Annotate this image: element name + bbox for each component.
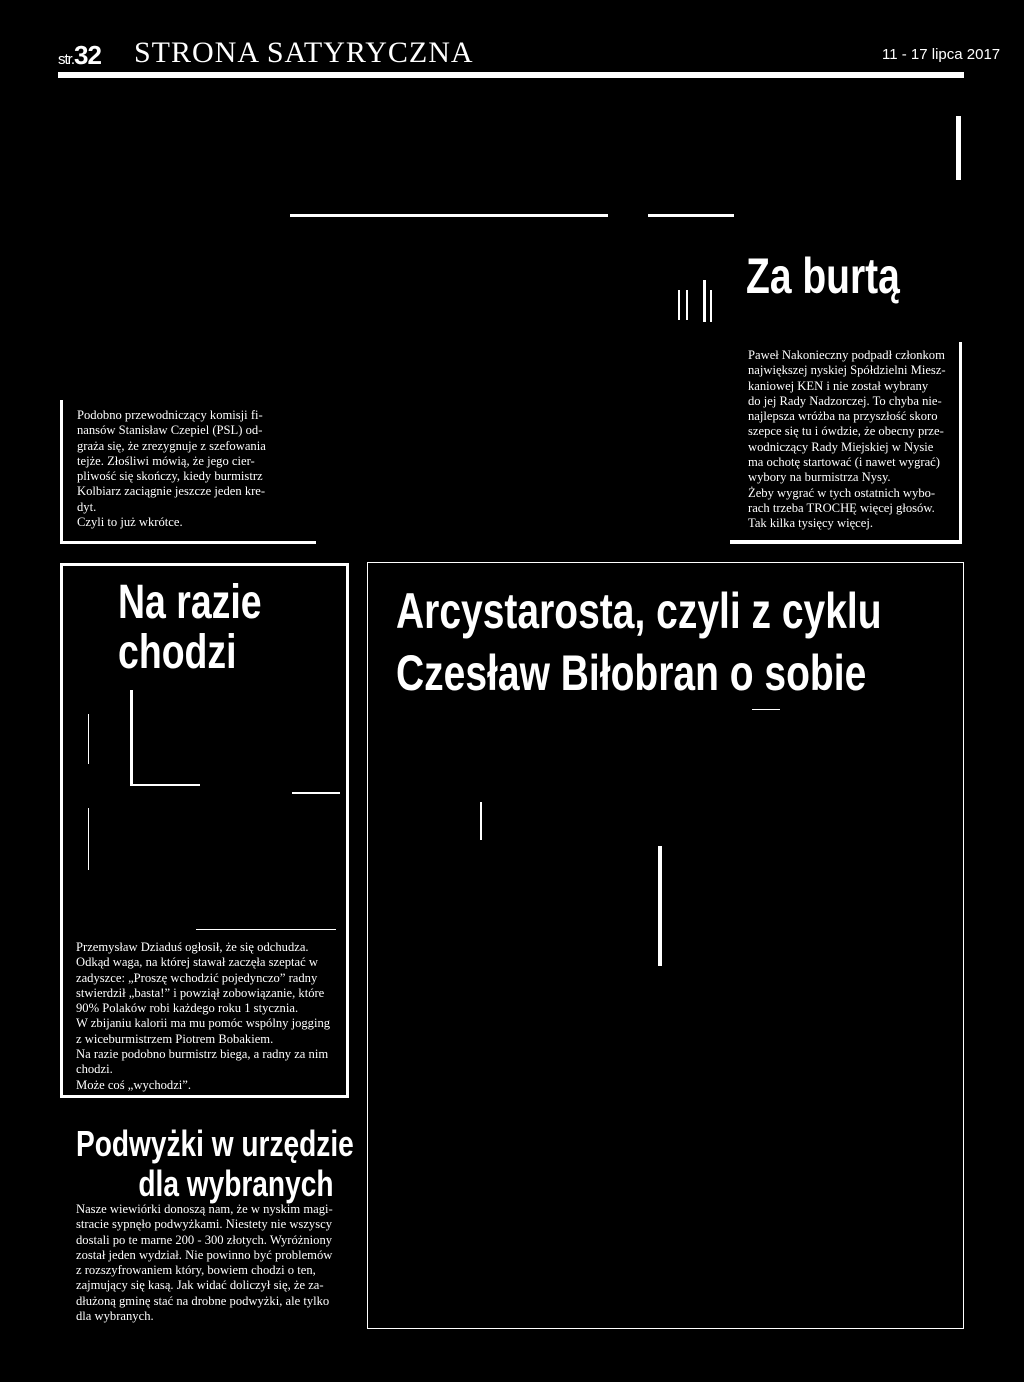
article-podwyzki (76, 1202, 336, 1324)
text-line: Nasze wiewiórki donoszą nam, że w nyskim magi- (76, 1202, 333, 1216)
text-line: najlepsza wróżba na przyszłość skoro (748, 409, 938, 424)
article-title: Za burtą (746, 248, 900, 304)
divider-line (480, 802, 482, 840)
text-line: ma ochotę startować (i nawet wygrać) (748, 455, 940, 470)
page-number (58, 40, 101, 71)
title-line: Podwyżki w urzędzie (76, 1123, 354, 1164)
title-line: chodzi (118, 626, 237, 680)
title-line: Czesław Biłobran o sobie (396, 645, 867, 701)
text-line: Tak kilka tysięcy więcej. (748, 516, 874, 531)
title-line: dla wybranych (138, 1163, 334, 1204)
divider-line (196, 929, 336, 930)
text-line: wodniczący Rady Miejskiej w Nysie (748, 439, 934, 454)
text-line: W zbijaniu kalorii ma mu pomóc wspólny jogging (76, 1016, 331, 1031)
text-line: Żeby wygrać w tych ostatnich wybo- (748, 485, 936, 500)
text-line: pliwość się skończy, kiedy burmistrz (77, 469, 263, 484)
text-line: zadyszce: „Proszę wchodzić pojedynczo” radny (76, 970, 318, 985)
text-line: kaniowej KEN i nie został wybrany (748, 378, 929, 393)
article-title (118, 578, 262, 679)
article-border (60, 400, 63, 544)
text-line: chodzi. (76, 1062, 113, 1077)
text-line: wybory na burmistrza Nysy. (748, 470, 891, 485)
text-line: Odkąd waga, na której stawał zaczęła szeptać w (76, 955, 318, 970)
text-line: do jej Rady Nadzorczej. To chyba nie- (748, 393, 942, 408)
divider-line (88, 808, 89, 870)
text-line: z wiceburmistrzem Piotrem Bobakiem. (76, 1031, 274, 1046)
text-line: z rozszyfrowaniem który, bowiem chodzi o ten, (76, 1263, 316, 1278)
page-prefix: str. (58, 51, 75, 68)
article-na-razie (76, 940, 336, 1093)
article-za-burta (748, 348, 950, 532)
divider-line (703, 280, 706, 322)
divider-line (956, 116, 961, 180)
title-line: Na razie (118, 576, 262, 629)
text-line: dla wybranych. (76, 1309, 154, 1324)
divider-line (648, 214, 734, 217)
text-line: tejże. Złośliwi mówią, że jego cier- (77, 453, 255, 468)
title-line: Arcystarosta, czyli z cyklu (396, 583, 882, 639)
issue-date: 11 - 17 lipca 2017 (882, 46, 1001, 63)
text-line: dłużoną gminę stać na drobne podwyżki, ale tylko (76, 1293, 330, 1308)
divider-line (290, 214, 608, 217)
text-line: zajmujący się kasą. Jak widać doliczył się, że za- (76, 1278, 324, 1293)
text-line: Kolbiarz zaciągnie jeszcze jeden kre- (77, 484, 266, 499)
article-border (959, 342, 962, 544)
text-line: Paweł Nakonieczny podpadł członkom (748, 348, 945, 362)
text-line: szepce się tu i ówdzie, że obecny prze- (748, 424, 944, 439)
text-line: Przemysław Dziaduś ogłosił, że się odchudza. (76, 940, 309, 954)
text-line: największej nyskiej Spółdzielni Miesz- (748, 363, 946, 378)
divider-line (88, 714, 89, 764)
text-line: dostali po te marne 200 - 300 złotych. Wyróżniony (76, 1232, 333, 1247)
divider-line (292, 792, 340, 794)
divider-line (686, 290, 688, 320)
divider-line (658, 846, 662, 966)
header-rule (58, 72, 964, 78)
page-number-value: 32 (74, 40, 101, 70)
text-line: rach trzeba TROCHĘ więcej głosów. (748, 500, 935, 515)
text-line: Czyli to już wkrótce. (77, 515, 183, 530)
text-line: nansów Stanisław Czepiel (PSL) od- (77, 423, 263, 438)
article-border (730, 540, 962, 544)
divider-line (678, 290, 680, 320)
article-title (76, 1124, 354, 1204)
divider-line (710, 290, 712, 322)
article-border (60, 541, 316, 544)
text-line: graża się, że zrezygnuje z szefowania (77, 438, 266, 453)
section-title: STRONA SATYRYCZNA (134, 36, 474, 69)
text-line: Podobno przewodniczący komisji fi- (77, 408, 263, 422)
text-line: został jeden wydział. Nie powinno być problemów (76, 1247, 333, 1262)
divider-line (752, 709, 780, 710)
article-title (396, 580, 882, 704)
text-line: 90% Polaków robi każdego roku 1 stycznia. (76, 1001, 299, 1016)
text-line: Może coś „wychodzi”. (76, 1077, 192, 1092)
text-line: stracie sypnęło podwyżkami. Niestety nie wszyscy (76, 1217, 333, 1232)
text-line: dyt. (77, 499, 97, 514)
article-czepiel (77, 408, 282, 530)
divider-line (130, 690, 133, 786)
text-line: stwierdził „basta!” i powziął zobowiązanie, które (76, 985, 325, 1000)
divider-line (130, 784, 200, 786)
text-line: Na razie podobno burmistrz biega, a radny za nim (76, 1047, 329, 1062)
